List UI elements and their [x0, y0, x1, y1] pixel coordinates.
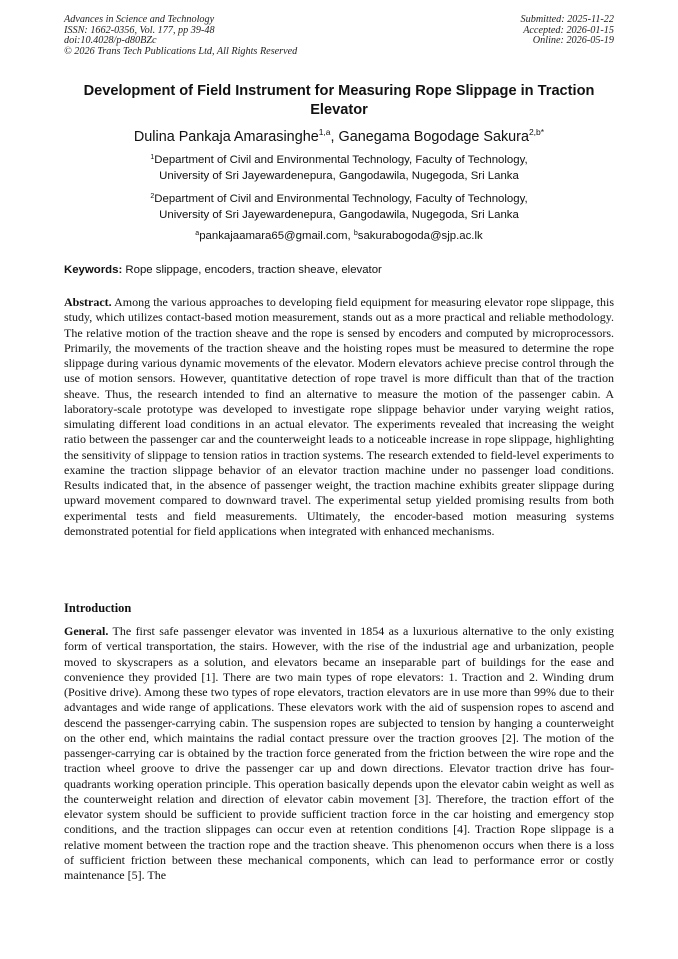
author-2-affil-sup: 2,b* [528, 127, 545, 137]
affiliation-1 [64, 152, 614, 184]
affiliation-1-line-1: Department of Civil and Environmental Technology, Faculty of Technology, [154, 154, 528, 166]
abstract-paragraph [64, 295, 614, 539]
journal-header-right [521, 15, 614, 47]
author-1-name: Dulina Pankaja Amarasinghe [133, 129, 319, 145]
paper-title: Development of Field Instrument for Measuring Rope Slippage in Traction Elevator [83, 83, 595, 118]
keywords-label: Keywords: [64, 264, 123, 276]
author-list [64, 128, 614, 146]
accepted-date: Accepted: 2026-01-15 [523, 24, 614, 36]
affiliation-1-line-2: University of Sri Jayewardenepura, Gangodawila, Nugegoda, Sri Lanka [159, 170, 519, 182]
journal-doi: doi:10.4028/p-d80BZc [64, 35, 157, 47]
journal-name: Advances in Science and Technology [64, 14, 215, 25]
affiliation-2-line-2: University of Sri Jayewardenepura, Gangodawila, Nugegoda, Sri Lanka [159, 209, 519, 221]
email-a-sup: a [195, 230, 200, 237]
keywords-line [64, 262, 614, 278]
abstract-label: Abstract. [64, 295, 112, 309]
email-b-sup: b [353, 230, 358, 237]
general-label: General. [64, 624, 109, 638]
introduction-paragraph [64, 624, 614, 883]
general-text: The first safe passenger elevator was invented in 1854 as a luxurious alternative to the only existing form of vertical transportation, the stairs. However, with the rise of the industrial age and urbanization, people moved to skyscrapers as a solution, and elevators became an inseparable part of buildings for the ease and convenience they provided [1]. There are two main types of rope elevators: 1. Traction and 2. Winding drum (Positive drive). Among these two types of rope elevators, traction elevators are in use more than 99% due to their advantages and wide range of applications. These elevators work with the aid of suspension ropes to ascend and descend the passenger-carrying cabin. The suspension ropes are subjected to tension by hanging a counterweight on the other end, which maintains the radial contact pressure over the traction grooves [2]. The motion of the passenger-carrying car is obtained by the traction force generated from the friction between the wire rope and the traction wheel groove to drive the passenger car up and down directions. Elevator traction drive has four-quadrants working operation principle. This operation basically depends upon the elevator cabin weight as well as the counterweight relation and direction of elevator cabin movement [3]. Therefore, the traction effort of the elevator system should be sufficient to provide sufficient traction force in the car hoisting and emergency stop conditions, and the traction slippages can occur even at retention conditions [4]. Traction Rope slippage is a relative moment between the traction rope and the traction sheave. This phenomenon occurs when there is a loss of sufficient friction between these mechanical components, which can lead to performance error or costly maintenance [5]. The [64, 624, 614, 882]
author-separator: , [330, 129, 339, 145]
submitted-date: Submitted: 2025-11-22 [520, 14, 614, 25]
email-a: pankajaamara65@gmail.com [199, 230, 348, 242]
author-1-affil-sup: 1,a [318, 127, 331, 137]
author-2-name: Ganegama Bogodage Sakura [338, 129, 529, 145]
email-separator: , [347, 230, 354, 242]
affiliation-1-sup: 1 [150, 154, 155, 161]
affiliation-2-sup: 2 [150, 193, 155, 200]
introduction-heading: Introduction [64, 601, 132, 615]
affiliation-2-line-1: Department of Civil and Environmental Technology, Faculty of Technology, [154, 193, 528, 205]
keywords-text: Rope slippage, encoders, traction sheave, elevator [125, 264, 382, 276]
affiliation-2 [64, 191, 614, 223]
online-date: Online: 2026-05-19 [532, 35, 614, 47]
email-b: sakurabogoda@sjp.ac.lk [357, 230, 483, 242]
journal-header-left [64, 15, 297, 57]
author-emails [64, 228, 614, 244]
abstract-text: Among the various approaches to developing field equipment for measuring elevator rope slippage, this study, which utilizes contact-based motion measurement, stands out as a more practical and reliable methodology. The relative motion of the traction sheave and the rope is sensed by encoders and computed by microprocessors. Primarily, the movements of the traction sheave and the hoisting ropes must be measured to determine the rope slippage during various dynamic movements of the elevator. Modern elevators achieve precise control through the use of motion sensors. However, quantitative detection of rope travel is more difficult than that of the traction sheave. Thus, the research intended to find an alternative to measure the motion of the passenger cabin. A laboratory-scale prototype was developed to investigate rope slippage behavior under varying weight ratios, simulating different load conditions in an actual elevator. The experiments revealed that increasing the weight ratio between the passenger car and the counterweight leads to a noticeable increase in rope slippage, highlighting the sensitivity of slippage to tension ratios in traction systems. The research extended to field-level experiments to examine the traction slippage behavior of an elevator traction machine under no passenger load conditions. Results indicated that, in the absence of passenger weight, the traction machine exhibits greater slippage during upward movement compared to downward travel. The experimental setup yielded promising results from both experimental tests and field measurements. Ultimately, the encoder-based motion measuring systems demonstrated potential for field applications when integrated with enhanced mechanisms. [64, 295, 615, 538]
journal-copyright: © 2026 Trans Tech Publications Ltd, All Rights Reserved [64, 45, 298, 57]
journal-issn: ISSN: 1662-0356, Vol. 177, pp 39-48 [64, 24, 215, 36]
